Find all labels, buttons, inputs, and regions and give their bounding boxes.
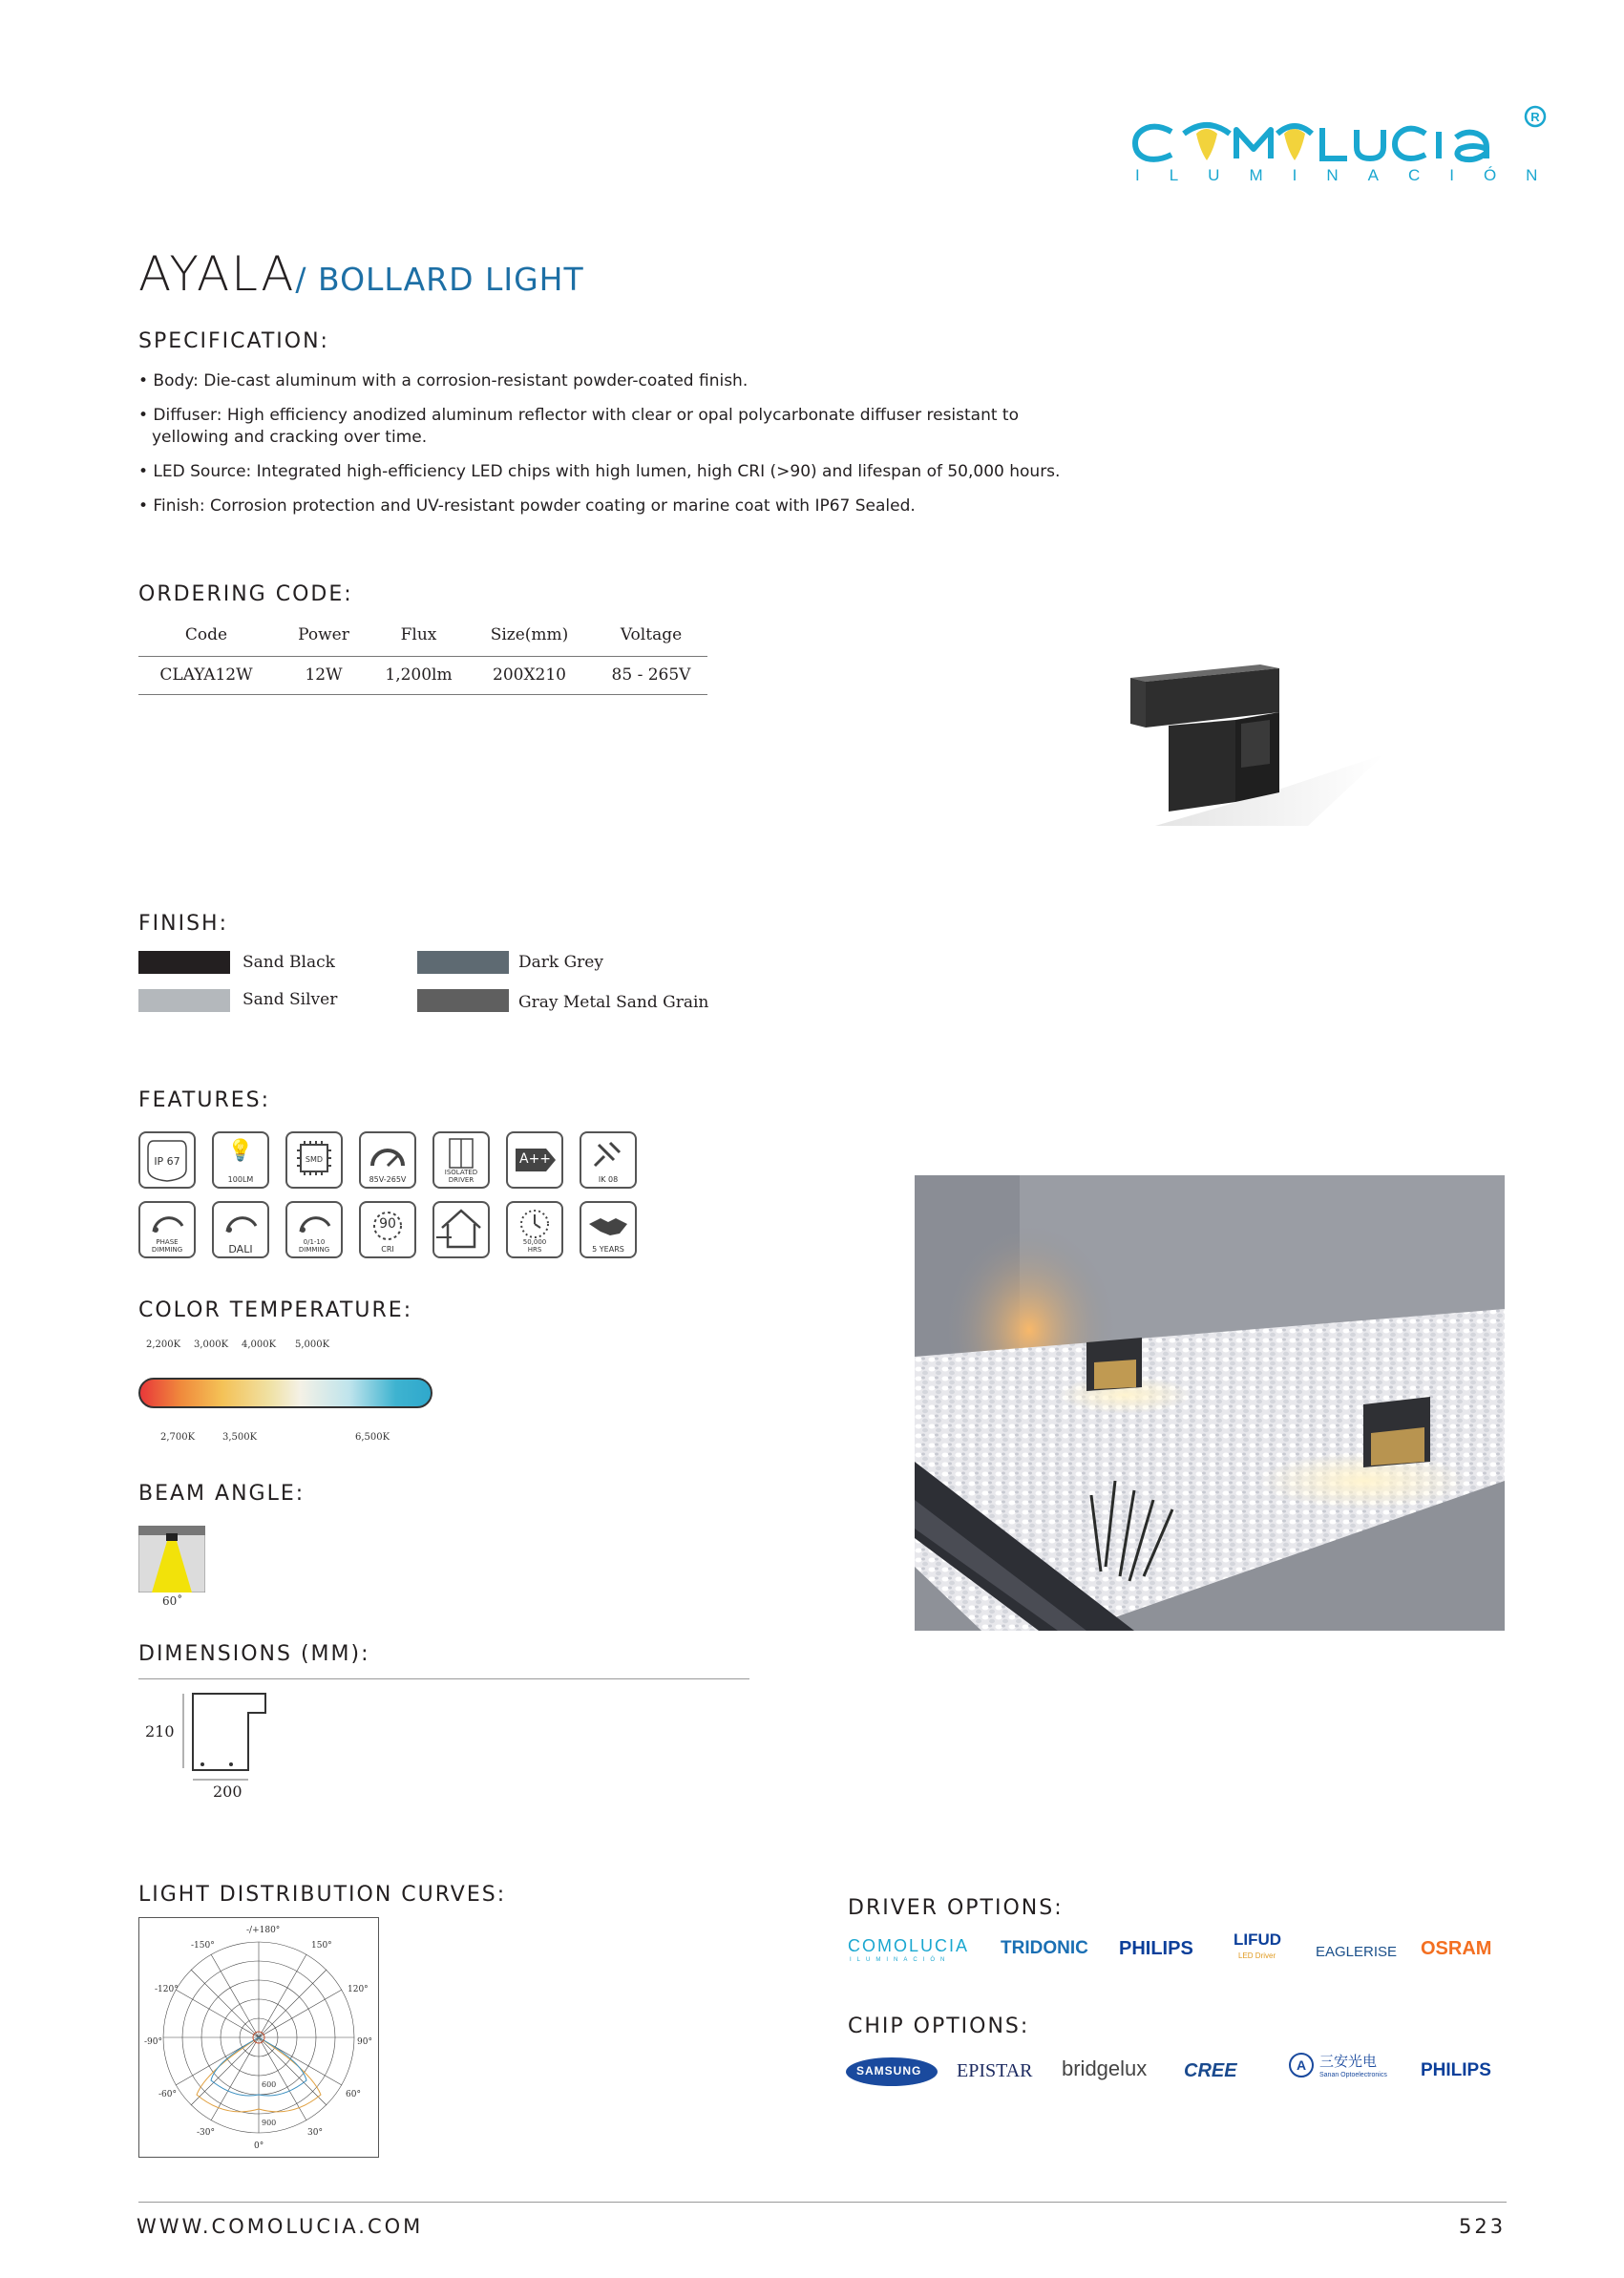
feature-label-ik08: IK 08: [598, 1175, 619, 1184]
driver-brand-eaglerise: EAGLERISE: [1316, 1944, 1398, 1960]
ct-top-label: 2,200K: [146, 1339, 181, 1350]
feature-label-dali: DALI: [228, 1243, 253, 1255]
polar-chart-frame: [138, 1917, 379, 2158]
driver-brand-lifud-sub: LED Driver: [1238, 1951, 1276, 1960]
driver-brand-comolucia: COMOLUCIA: [848, 1936, 970, 1955]
voltage-gauge-icon: [359, 1131, 416, 1189]
chip-brand-bridgelux: bridgelux: [1062, 2057, 1148, 2080]
swatch-gray-metal: [417, 989, 509, 1012]
polar-label-minus90: -90°: [144, 2037, 162, 2047]
ct-bottom-label: 2,700K: [160, 1432, 196, 1443]
polar-label-0: 0°: [254, 2141, 264, 2151]
polar-label-minus150: -150°: [191, 1941, 215, 1951]
table-header-row: [138, 614, 707, 656]
feature-label-voltage: 85V-265V: [369, 1175, 407, 1184]
feature-label-ip67: IP 67: [154, 1155, 180, 1168]
footer-url[interactable]: WWW.COMOLUCIA.COM: [137, 2215, 424, 2238]
polar-label-30: 30°: [307, 2128, 323, 2138]
ip67-icon: [138, 1131, 196, 1189]
hours-clock-icon: [506, 1201, 563, 1258]
ct-top-label: 5,000K: [295, 1339, 330, 1350]
installation-photo: [915, 1175, 1505, 1631]
house-icon: [432, 1201, 490, 1258]
finish-label-dark-grey: Dark Grey: [518, 953, 603, 972]
ct-bottom-label: 3,500K: [222, 1432, 258, 1443]
col-code: Code: [138, 614, 274, 656]
spec-item-led: • LED Source: Integrated high-efficiency LED chips with high lumen, high CRI (>90) and lifespan of 50,000 hours.: [138, 462, 1061, 481]
feature-label-smd: SMD: [305, 1155, 324, 1164]
dimension-width: 200: [213, 1782, 243, 1801]
polar-grid: [139, 1918, 378, 2157]
feature-label-cri: CRI: [381, 1245, 394, 1254]
specification-heading: SPECIFICATION:: [138, 329, 329, 353]
col-power: Power: [274, 614, 373, 656]
cri-icon: [359, 1201, 416, 1258]
ct-bottom-label: 6,500K: [355, 1432, 390, 1443]
dimensions-drawing: [181, 1690, 277, 1795]
finish-label-gray-metal: Gray Metal Sand Grain: [518, 993, 709, 1012]
polar-label-90: 90°: [357, 2037, 372, 2047]
driver-options-heading: DRIVER OPTIONS:: [848, 1896, 1064, 1920]
dimensions-rule: [138, 1678, 749, 1679]
feature-label-isolated: ISOLATED DRIVER: [444, 1169, 478, 1184]
driver-brand-tridonic: TRIDONIC: [1001, 1938, 1088, 1958]
light-curves-heading: LIGHT DISTRIBUTION CURVES:: [138, 1883, 507, 1907]
polar-label-150: 150°: [311, 1941, 332, 1951]
feature-label-hours: 50,000 HRS: [522, 1238, 547, 1254]
polar-label-120: 120°: [348, 1985, 369, 1994]
chip-brand-sanan: 三安光电: [1319, 2053, 1378, 2070]
feature-label-energy: A++: [519, 1151, 552, 1167]
chip-brand-cree: CREE: [1184, 2060, 1237, 2081]
col-flux: Flux: [373, 614, 464, 656]
chip-brand-philips: PHILIPS: [1421, 2060, 1491, 2080]
swatch-sand-silver: [138, 989, 230, 1012]
page-title: [138, 246, 584, 302]
feature-label-warranty: 5 YEARS: [592, 1245, 624, 1254]
spec-item-body: • Body: Die-cast aluminum with a corrosion-resistant powder-coated finish.: [138, 371, 749, 390]
chip-brand-sanan-logo-icon: A: [1289, 2053, 1314, 2078]
col-size: Size(mm): [464, 614, 595, 656]
col-voltage: Voltage: [595, 614, 707, 656]
cri-value: 90: [379, 1216, 396, 1232]
table-row: [138, 656, 707, 694]
brand-logo: [1131, 103, 1568, 189]
polar-label-180: -/+180°: [246, 1926, 281, 1935]
beam-angle-heading: BEAM ANGLE:: [138, 1482, 306, 1506]
footer-rule: [138, 2202, 1507, 2203]
cell-code: CLAYA12W: [138, 656, 274, 694]
driver-brand-lifud: LIFUD: [1234, 1930, 1282, 1949]
chip-options-heading: CHIP OPTIONS:: [848, 2014, 1030, 2038]
chip-brand-samsung: SAMSUNG: [856, 2064, 922, 2078]
beam-angle-value: 60˚: [162, 1594, 183, 1608]
cell-power: 12W: [274, 656, 373, 694]
ct-top-label: 4,000K: [242, 1339, 277, 1350]
impact-hammer-icon: [580, 1131, 637, 1189]
handshake-icon: [580, 1201, 637, 1258]
ordering-table: [138, 614, 707, 695]
finish-label-sand-silver: Sand Silver: [243, 990, 338, 1009]
isolated-driver-icon: [432, 1131, 490, 1189]
specification-list: [138, 370, 1141, 517]
finish-label-sand-black: Sand Black: [243, 953, 335, 972]
smd-chip-icon: [285, 1131, 343, 1189]
polar-label-60: 60°: [346, 2090, 361, 2099]
dimension-height: 210: [145, 1722, 175, 1740]
bulb-icon: 💡 100LM: [212, 1131, 269, 1189]
chip-brand-epistar: EPISTAR: [957, 2060, 1033, 2081]
swatch-dark-grey: [417, 951, 509, 974]
ct-top-label: 3,000K: [194, 1339, 229, 1350]
chip-brand-sanan-sub: Sanan Optoelectronics: [1319, 2072, 1387, 2078]
feature-label-100lm: 100LM: [227, 1175, 254, 1184]
cell-flux: 1,200lm: [373, 656, 464, 694]
dimming-0-10-icon: [285, 1201, 343, 1258]
finish-heading: FINISH:: [138, 912, 229, 936]
product-name: AYALA: [138, 246, 296, 302]
phase-dimming-icon: [138, 1201, 196, 1258]
product-image: [1117, 649, 1384, 840]
cell-voltage: 85 - 265V: [595, 656, 707, 694]
cell-size: 200X210: [464, 656, 595, 694]
logo-subtitle: ILUMINACIÓN: [1135, 166, 1568, 184]
svg-text:R: R: [1530, 110, 1540, 124]
product-type: / BOLLARD LIGHT: [295, 261, 584, 298]
spec-item-diffuser-cont: yellowing and cracking over time.: [152, 428, 428, 447]
dimensions-heading: DIMENSIONS (MM):: [138, 1642, 370, 1666]
polar-label-minus60: -60°: [158, 2090, 177, 2099]
driver-brand-comolucia-sub: ILUMINACIÓN: [850, 1957, 951, 1963]
features-heading: FEATURES:: [138, 1088, 271, 1112]
polar-radial-label: 900: [262, 2119, 277, 2127]
driver-brand-osram: OSRAM: [1421, 1938, 1492, 1959]
dali-icon: [212, 1201, 269, 1258]
beam-angle-icon: [138, 1526, 205, 1592]
color-temperature-bar: [138, 1378, 432, 1408]
color-temperature-heading: COLOR TEMPERATURE:: [138, 1298, 413, 1322]
energy-class-icon: [506, 1131, 563, 1189]
driver-brand-philips: PHILIPS: [1119, 1938, 1193, 1959]
feature-label-0-10: 0/1-10 DIMMING: [298, 1238, 330, 1254]
spec-item-diffuser: • Diffuser: High efficiency anodized aluminum reflector with clear or opal polycarbonate diffuser resistant to: [138, 406, 1019, 425]
polar-radial-label: 600: [262, 2080, 277, 2089]
feature-label-phase: PHASE DIMMING: [151, 1238, 183, 1254]
polar-label-minus30: -30°: [197, 2128, 215, 2138]
ordering-heading: ORDERING CODE:: [138, 582, 353, 606]
swatch-sand-black: [138, 951, 230, 974]
spec-item-finish: • Finish: Corrosion protection and UV-resistant powder coating or marine coat with IP67 Sealed.: [138, 496, 916, 516]
polar-label-minus120: -120°: [155, 1985, 179, 1994]
page-number: 523: [1459, 2215, 1507, 2238]
